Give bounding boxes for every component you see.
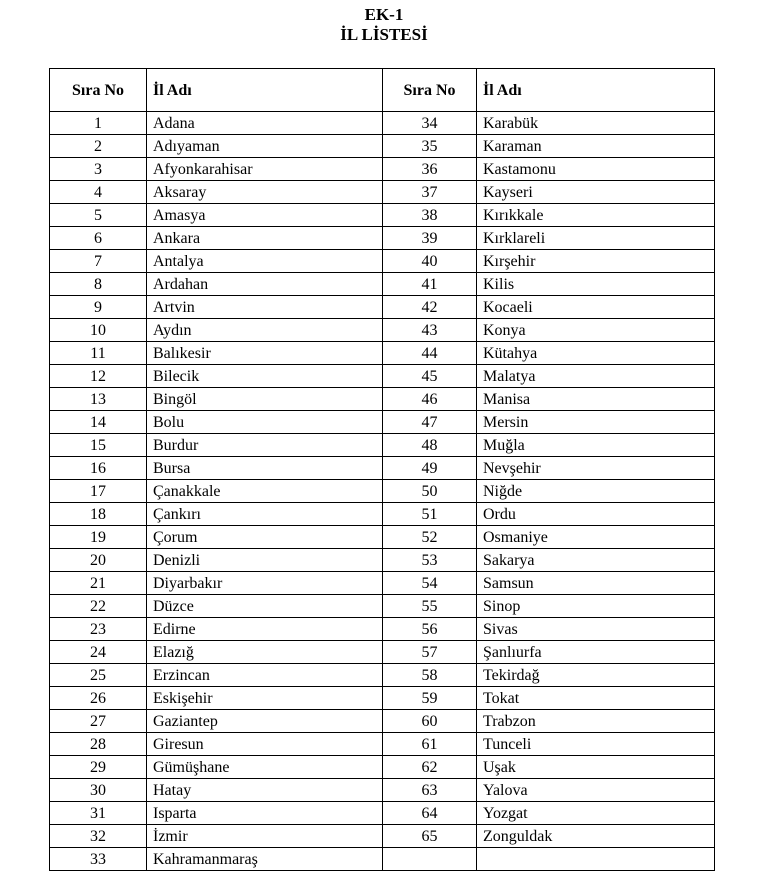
table-row	[50, 319, 715, 342]
sira-no-cell: 33	[50, 848, 147, 871]
sira-no-cell: 61	[383, 733, 477, 756]
il-adi-cell: Kırıkkale	[477, 204, 715, 227]
sira-no-cell: 39	[383, 227, 477, 250]
sira-no-cell: 28	[50, 733, 147, 756]
province-table	[49, 68, 715, 871]
sira-no-cell: 59	[383, 687, 477, 710]
document-title: İL LİSTESİ	[340, 25, 428, 44]
sira-no-cell: 17	[50, 480, 147, 503]
il-adi-cell: Aksaray	[147, 181, 383, 204]
sira-no-cell: 57	[383, 641, 477, 664]
sira-no-cell: 60	[383, 710, 477, 733]
sira-no-cell: 42	[383, 296, 477, 319]
il-adi-cell: Denizli	[147, 549, 383, 572]
il-adi-cell: Isparta	[147, 802, 383, 825]
sira-no-cell	[383, 848, 477, 871]
il-adi-cell: Çankırı	[147, 503, 383, 526]
il-adi-cell: Gümüşhane	[147, 756, 383, 779]
il-adi-cell: Çanakkale	[147, 480, 383, 503]
sira-no-cell: 40	[383, 250, 477, 273]
il-adi-cell: Tekirdağ	[477, 664, 715, 687]
sira-no-cell: 10	[50, 319, 147, 342]
il-adi-cell: Afyonkarahisar	[147, 158, 383, 181]
il-adi-cell: Bingöl	[147, 388, 383, 411]
il-adi-cell: Bilecik	[147, 365, 383, 388]
il-adi-cell: Eskişehir	[147, 687, 383, 710]
il-adi-cell: Diyarbakır	[147, 572, 383, 595]
il-adi-cell: Ardahan	[147, 273, 383, 296]
table-row	[50, 779, 715, 802]
sira-no-cell: 47	[383, 411, 477, 434]
il-adi-cell: Şanlıurfa	[477, 641, 715, 664]
sira-no-cell: 20	[50, 549, 147, 572]
table-row	[50, 158, 715, 181]
sira-no-cell: 25	[50, 664, 147, 687]
table-row	[50, 204, 715, 227]
sira-no-cell: 43	[383, 319, 477, 342]
sira-no-cell: 27	[50, 710, 147, 733]
sira-no-cell: 15	[50, 434, 147, 457]
sira-no-cell: 34	[383, 112, 477, 135]
table-row	[50, 342, 715, 365]
header-il-adi-right: İl Adı	[477, 69, 715, 112]
sira-no-cell: 14	[50, 411, 147, 434]
sira-no-cell: 4	[50, 181, 147, 204]
sira-no-cell: 21	[50, 572, 147, 595]
il-adi-cell: Adana	[147, 112, 383, 135]
il-adi-cell: Ankara	[147, 227, 383, 250]
il-adi-cell: Sakarya	[477, 549, 715, 572]
sira-no-cell: 12	[50, 365, 147, 388]
sira-no-cell: 2	[50, 135, 147, 158]
il-adi-cell: Amasya	[147, 204, 383, 227]
sira-no-cell: 45	[383, 365, 477, 388]
il-adi-cell: Karaman	[477, 135, 715, 158]
table-row	[50, 526, 715, 549]
il-adi-cell: Nevşehir	[477, 457, 715, 480]
sira-no-cell: 35	[383, 135, 477, 158]
il-adi-cell: Manisa	[477, 388, 715, 411]
sira-no-cell: 8	[50, 273, 147, 296]
table-row	[50, 710, 715, 733]
sira-no-cell: 23	[50, 618, 147, 641]
il-adi-cell: Balıkesir	[147, 342, 383, 365]
table-row	[50, 457, 715, 480]
sira-no-cell: 53	[383, 549, 477, 572]
sira-no-cell: 11	[50, 342, 147, 365]
header-sira-no-left: Sıra No	[50, 69, 147, 112]
il-adi-cell: Gaziantep	[147, 710, 383, 733]
table-row	[50, 641, 715, 664]
table-row	[50, 595, 715, 618]
il-adi-cell: Bursa	[147, 457, 383, 480]
sira-no-cell: 6	[50, 227, 147, 250]
il-adi-cell: Hatay	[147, 779, 383, 802]
table-row	[50, 135, 715, 158]
table-row	[50, 618, 715, 641]
il-adi-cell: Kırşehir	[477, 250, 715, 273]
il-adi-cell: Kayseri	[477, 181, 715, 204]
sira-no-cell: 41	[383, 273, 477, 296]
il-adi-cell: Bolu	[147, 411, 383, 434]
sira-no-cell: 3	[50, 158, 147, 181]
table-row	[50, 848, 715, 871]
il-adi-cell: Çorum	[147, 526, 383, 549]
il-adi-cell	[477, 848, 715, 871]
il-adi-cell: Kütahya	[477, 342, 715, 365]
table-row	[50, 664, 715, 687]
sira-no-cell: 26	[50, 687, 147, 710]
il-adi-cell: Karabük	[477, 112, 715, 135]
il-adi-cell: Tokat	[477, 687, 715, 710]
table-row	[50, 434, 715, 457]
il-adi-cell: Zonguldak	[477, 825, 715, 848]
sira-no-cell: 48	[383, 434, 477, 457]
table-row	[50, 503, 715, 526]
table-header	[50, 69, 715, 112]
sira-no-cell: 1	[50, 112, 147, 135]
sira-no-cell: 29	[50, 756, 147, 779]
il-adi-cell: Kilis	[477, 273, 715, 296]
sira-no-cell: 55	[383, 595, 477, 618]
il-adi-cell: Artvin	[147, 296, 383, 319]
il-adi-cell: Tunceli	[477, 733, 715, 756]
table-row	[50, 572, 715, 595]
table-row	[50, 250, 715, 273]
sira-no-cell: 62	[383, 756, 477, 779]
il-adi-cell: Trabzon	[477, 710, 715, 733]
il-adi-cell: Yalova	[477, 779, 715, 802]
sira-no-cell: 65	[383, 825, 477, 848]
il-adi-cell: Adıyaman	[147, 135, 383, 158]
sira-no-cell: 36	[383, 158, 477, 181]
document-code: EK-1	[364, 5, 404, 24]
sira-no-cell: 51	[383, 503, 477, 526]
sira-no-cell: 7	[50, 250, 147, 273]
il-adi-cell: Mersin	[477, 411, 715, 434]
table-row	[50, 411, 715, 434]
il-adi-cell: Düzce	[147, 595, 383, 618]
table-row	[50, 756, 715, 779]
il-adi-cell: Sivas	[477, 618, 715, 641]
sira-no-cell: 32	[50, 825, 147, 848]
table-row	[50, 388, 715, 411]
il-adi-cell: Kocaeli	[477, 296, 715, 319]
table-row	[50, 273, 715, 296]
il-adi-cell: Edirne	[147, 618, 383, 641]
sira-no-cell: 46	[383, 388, 477, 411]
table-body	[50, 112, 715, 871]
il-adi-cell: Yozgat	[477, 802, 715, 825]
il-adi-cell: Samsun	[477, 572, 715, 595]
sira-no-cell: 44	[383, 342, 477, 365]
il-adi-cell: Kahramanmaraş	[147, 848, 383, 871]
il-adi-cell: Uşak	[477, 756, 715, 779]
table-row	[50, 687, 715, 710]
sira-no-cell: 13	[50, 388, 147, 411]
sira-no-cell: 18	[50, 503, 147, 526]
sira-no-cell: 22	[50, 595, 147, 618]
il-adi-cell: Erzincan	[147, 664, 383, 687]
il-adi-cell: Konya	[477, 319, 715, 342]
table-row	[50, 480, 715, 503]
table-row	[50, 227, 715, 250]
sira-no-cell: 16	[50, 457, 147, 480]
il-adi-cell: Kastamonu	[477, 158, 715, 181]
il-adi-cell: Osmaniye	[477, 526, 715, 549]
sira-no-cell: 38	[383, 204, 477, 227]
il-adi-cell: Giresun	[147, 733, 383, 756]
il-adi-cell: Malatya	[477, 365, 715, 388]
il-adi-cell: Ordu	[477, 503, 715, 526]
table-row	[50, 365, 715, 388]
sira-no-cell: 37	[383, 181, 477, 204]
sira-no-cell: 52	[383, 526, 477, 549]
sira-no-cell: 56	[383, 618, 477, 641]
table-row	[50, 181, 715, 204]
il-adi-cell: Antalya	[147, 250, 383, 273]
table-row	[50, 825, 715, 848]
il-adi-cell: Niğde	[477, 480, 715, 503]
table-row	[50, 802, 715, 825]
sira-no-cell: 49	[383, 457, 477, 480]
sira-no-cell: 31	[50, 802, 147, 825]
il-adi-cell: Muğla	[477, 434, 715, 457]
sira-no-cell: 50	[383, 480, 477, 503]
sira-no-cell: 24	[50, 641, 147, 664]
sira-no-cell: 64	[383, 802, 477, 825]
sira-no-cell: 54	[383, 572, 477, 595]
sira-no-cell: 58	[383, 664, 477, 687]
il-adi-cell: Kırklareli	[477, 227, 715, 250]
sira-no-cell: 30	[50, 779, 147, 802]
header-sira-no-right: Sıra No	[383, 69, 477, 112]
il-adi-cell: Aydın	[147, 319, 383, 342]
il-adi-cell: Sinop	[477, 595, 715, 618]
il-adi-cell: İzmir	[147, 825, 383, 848]
table-row	[50, 296, 715, 319]
table-row	[50, 733, 715, 756]
il-adi-cell: Elazığ	[147, 641, 383, 664]
sira-no-cell: 9	[50, 296, 147, 319]
sira-no-cell: 19	[50, 526, 147, 549]
table-row	[50, 549, 715, 572]
il-adi-cell: Burdur	[147, 434, 383, 457]
sira-no-cell: 63	[383, 779, 477, 802]
sira-no-cell: 5	[50, 204, 147, 227]
header-il-adi-left: İl Adı	[147, 69, 383, 112]
header-row	[50, 69, 715, 112]
table-row	[50, 112, 715, 135]
